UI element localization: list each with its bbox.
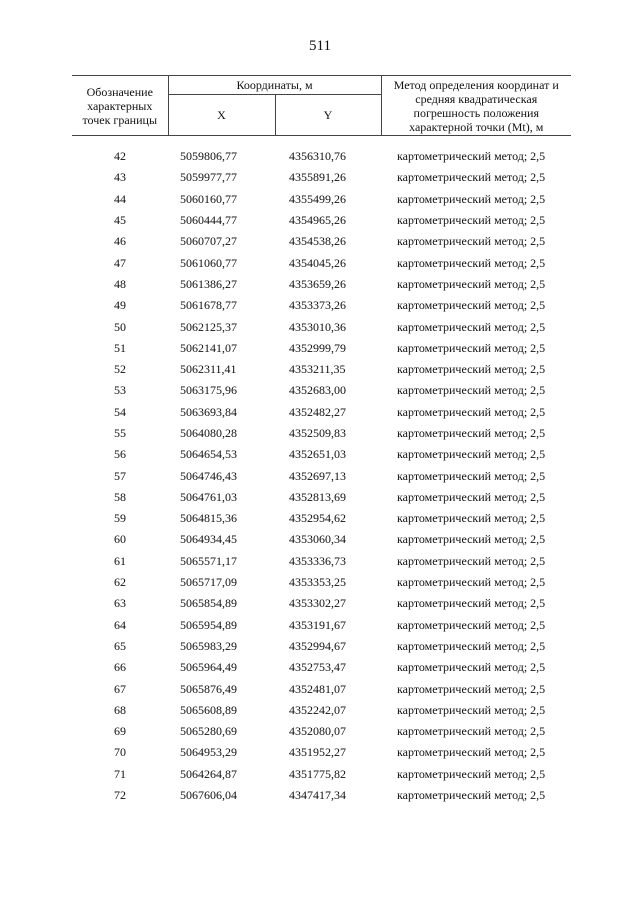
- point-number-cell: 54: [114, 404, 126, 419]
- x-coordinate-cell: 5064080,28: [180, 426, 237, 440]
- point-number-cell: 72: [114, 788, 126, 803]
- method-cell: картометрический метод; 2,5: [397, 702, 546, 717]
- method-cell: картометрический метод; 2,5: [397, 149, 546, 164]
- method-cell: картометрический метод; 2,5: [397, 319, 546, 334]
- table-row: [72, 295, 571, 316]
- x-coordinate-cell: 5067606,04: [180, 788, 237, 803]
- x-coordinate-cell: 5061678,77: [180, 298, 237, 313]
- x-coordinate-cell: 5065280,69: [180, 724, 237, 739]
- table-row: [72, 338, 571, 359]
- x-coordinate-cell: 5063175,96: [180, 383, 237, 398]
- table-row: [72, 636, 571, 657]
- table-row: [72, 529, 571, 550]
- method-cell: картометрический метод; 2,5: [397, 191, 546, 206]
- point-number-cell: 70: [114, 745, 126, 760]
- point-number-cell: 44: [114, 191, 126, 206]
- method-cell: картометрический метод; 2,5: [397, 596, 546, 611]
- x-coordinate-cell: 5062125,37: [180, 319, 237, 334]
- table-row: [72, 402, 571, 423]
- x-coordinate-cell: 5064953,29: [180, 745, 237, 760]
- x-coordinate-cell: 5059806,77: [180, 149, 237, 164]
- point-number-cell: 59: [114, 511, 126, 526]
- method-cell: картометрический метод; 2,5: [397, 745, 546, 760]
- point-number-cell: 65: [114, 638, 126, 653]
- y-coordinate-cell: 4352080,07: [289, 724, 346, 739]
- point-number-cell: 48: [114, 276, 126, 291]
- method-cell: картометрический метод; 2,5: [397, 511, 546, 526]
- table-row: [72, 572, 571, 593]
- method-cell: картометрический метод; 2,5: [397, 468, 546, 483]
- x-coordinate-cell: 5065964,49: [180, 660, 237, 675]
- x-coordinate-cell: 5064654,53: [180, 447, 237, 462]
- y-coordinate-cell: 4353060,34: [289, 532, 346, 547]
- x-coordinate-cell: 5063693,84: [180, 404, 237, 419]
- method-cell: картометрический метод; 2,5: [397, 553, 546, 568]
- table-row: [72, 721, 571, 742]
- table-row: [72, 316, 571, 337]
- method-cell: картометрический метод; 2,5: [397, 447, 546, 462]
- table-row: [72, 210, 571, 231]
- x-coordinate-cell: 5061060,77: [180, 255, 237, 270]
- y-coordinate-cell: 4352813,69: [289, 489, 346, 504]
- header-y: Y: [275, 95, 381, 136]
- point-number-cell: 50: [114, 319, 126, 334]
- y-coordinate-cell: 4352509,83: [289, 426, 346, 440]
- point-number-cell: 69: [114, 724, 126, 739]
- table-row: [72, 764, 571, 785]
- method-cell: картометрический метод; 2,5: [397, 575, 546, 590]
- table-row: [72, 615, 571, 636]
- y-coordinate-cell: 4353191,67: [289, 617, 346, 632]
- table-row: [72, 274, 571, 295]
- table-row: [72, 252, 571, 273]
- x-coordinate-cell: 5060160,77: [180, 191, 237, 206]
- method-cell: картометрический метод; 2,5: [397, 362, 546, 377]
- x-coordinate-cell: 5065983,29: [180, 638, 237, 653]
- table-row: [72, 189, 571, 210]
- table-row: [72, 593, 571, 614]
- point-number-cell: 45: [114, 213, 126, 228]
- y-coordinate-cell: 4352999,79: [289, 340, 346, 355]
- coordinates-table: [72, 75, 571, 806]
- point-number-cell: 66: [114, 660, 126, 675]
- table-row: [72, 359, 571, 380]
- table-row: [72, 465, 571, 486]
- method-cell: картометрический метод; 2,5: [397, 532, 546, 547]
- point-number-cell: 53: [114, 383, 126, 398]
- method-cell: картометрический метод; 2,5: [397, 276, 546, 291]
- point-number-cell: 58: [114, 489, 126, 504]
- y-coordinate-cell: 4356310,76: [289, 149, 346, 164]
- point-number-cell: 49: [114, 298, 126, 313]
- table-row: [72, 678, 571, 699]
- x-coordinate-cell: 5064934,45: [180, 532, 237, 547]
- method-cell: картометрический метод; 2,5: [397, 340, 546, 355]
- table-row: [72, 508, 571, 529]
- y-coordinate-cell: 4352994,67: [289, 638, 346, 653]
- y-coordinate-cell: 4353211,35: [289, 362, 346, 377]
- x-coordinate-cell: 5065854,89: [180, 596, 237, 611]
- y-coordinate-cell: 4351775,82: [289, 766, 346, 781]
- y-coordinate-cell: 4355891,26: [289, 170, 346, 185]
- point-number-cell: 55: [114, 426, 126, 440]
- y-coordinate-cell: 4347417,34: [289, 788, 346, 803]
- y-coordinate-cell: 4352753,47: [289, 660, 346, 675]
- method-cell: картометрический метод; 2,5: [397, 788, 546, 803]
- method-cell: картометрический метод; 2,5: [397, 638, 546, 653]
- x-coordinate-cell: 5065608,89: [180, 702, 237, 717]
- point-number-cell: 56: [114, 447, 126, 462]
- x-coordinate-cell: 5065876,49: [180, 681, 237, 696]
- method-cell: картометрический метод; 2,5: [397, 404, 546, 419]
- x-coordinate-cell: 5065717,09: [180, 575, 237, 590]
- table-row: [72, 742, 571, 763]
- method-cell: картометрический метод; 2,5: [397, 255, 546, 270]
- table-row: [72, 231, 571, 252]
- y-coordinate-cell: 4352683,00: [289, 383, 346, 398]
- header-method: Метод определения координат и средняя квадратическая погрешность положения характерной точки (Mt), м: [381, 76, 571, 136]
- x-coordinate-cell: 5065954,89: [180, 617, 237, 632]
- y-coordinate-cell: 4352651,03: [289, 447, 346, 462]
- x-coordinate-cell: 5062141,07: [180, 340, 237, 355]
- table-row: [72, 380, 571, 401]
- point-number-cell: 71: [114, 766, 126, 781]
- table-row: [72, 551, 571, 572]
- table-row: [72, 700, 571, 721]
- table-row: [72, 657, 571, 678]
- y-coordinate-cell: 4352242,07: [289, 702, 346, 717]
- method-cell: картометрический метод; 2,5: [397, 766, 546, 781]
- method-cell: картометрический метод; 2,5: [397, 724, 546, 739]
- x-coordinate-cell: 5060707,27: [180, 234, 237, 249]
- x-coordinate-cell: 5062311,41: [180, 362, 237, 377]
- point-number-cell: 67: [114, 681, 126, 696]
- method-cell: картометрический метод; 2,5: [397, 170, 546, 185]
- point-number-cell: 47: [114, 255, 126, 270]
- point-number-cell: 46: [114, 234, 126, 249]
- table-body: [72, 136, 571, 807]
- y-coordinate-cell: 4354538,26: [289, 234, 346, 249]
- y-coordinate-cell: 4353659,26: [289, 276, 346, 291]
- table-row: [72, 785, 571, 806]
- method-cell: картометрический метод; 2,5: [397, 383, 546, 398]
- y-coordinate-cell: 4352481,07: [289, 681, 346, 696]
- x-coordinate-cell: 5064264,87: [180, 766, 237, 781]
- y-coordinate-cell: 4353353,25: [289, 575, 346, 590]
- method-cell: картометрический метод; 2,5: [397, 234, 546, 249]
- point-number-cell: 63: [114, 596, 126, 611]
- point-number-cell: 57: [114, 468, 126, 483]
- y-coordinate-cell: 4351952,27: [289, 745, 346, 760]
- point-number-cell: 68: [114, 702, 126, 717]
- point-number-cell: 42: [114, 149, 126, 164]
- header-x: X: [168, 95, 275, 136]
- point-number-cell: 62: [114, 575, 126, 590]
- table-row: [72, 146, 571, 167]
- y-coordinate-cell: 4355499,26: [289, 191, 346, 206]
- header-coordinates: Координаты, м: [168, 76, 381, 95]
- point-number-cell: 60: [114, 532, 126, 547]
- y-coordinate-cell: 4354045,26: [289, 255, 346, 270]
- page-number: 511: [309, 38, 331, 54]
- point-number-cell: 51: [114, 340, 126, 355]
- x-coordinate-cell: 5064815,36: [180, 511, 237, 526]
- y-coordinate-cell: 4353302,27: [289, 596, 346, 611]
- point-number-cell: 52: [114, 362, 126, 377]
- x-coordinate-cell: 5064761,03: [180, 489, 237, 504]
- method-cell: картометрический метод; 2,5: [397, 426, 546, 440]
- y-coordinate-cell: 4353010,36: [289, 319, 346, 334]
- method-cell: картометрический метод; 2,5: [397, 681, 546, 696]
- header-point-designation: Обозначение характерных точек границы: [72, 76, 168, 136]
- y-coordinate-cell: 4352954,62: [289, 511, 346, 526]
- y-coordinate-cell: 4354965,26: [289, 213, 346, 228]
- x-coordinate-cell: 5061386,27: [180, 276, 237, 291]
- x-coordinate-cell: 5065571,17: [180, 553, 237, 568]
- x-coordinate-cell: 5064746,43: [180, 468, 237, 483]
- method-cell: картометрический метод; 2,5: [397, 617, 546, 632]
- table-row: [72, 167, 571, 188]
- y-coordinate-cell: 4353336,73: [289, 553, 346, 568]
- x-coordinate-cell: 5060444,77: [180, 213, 237, 228]
- method-cell: картометрический метод; 2,5: [397, 660, 546, 675]
- point-number-cell: 43: [114, 170, 126, 185]
- table-row: [72, 423, 571, 444]
- point-number-cell: 64: [114, 617, 126, 632]
- method-cell: картометрический метод; 2,5: [397, 489, 546, 504]
- table-row: [72, 444, 571, 465]
- method-cell: картометрический метод; 2,5: [397, 213, 546, 228]
- table-header: [72, 76, 571, 136]
- x-coordinate-cell: 5059977,77: [180, 170, 237, 185]
- y-coordinate-cell: 4353373,26: [289, 298, 346, 313]
- point-number-cell: 61: [114, 553, 126, 568]
- method-cell: картометрический метод; 2,5: [397, 298, 546, 313]
- table-row: [72, 487, 571, 508]
- y-coordinate-cell: 4352697,13: [289, 468, 346, 483]
- y-coordinate-cell: 4352482,27: [289, 404, 346, 419]
